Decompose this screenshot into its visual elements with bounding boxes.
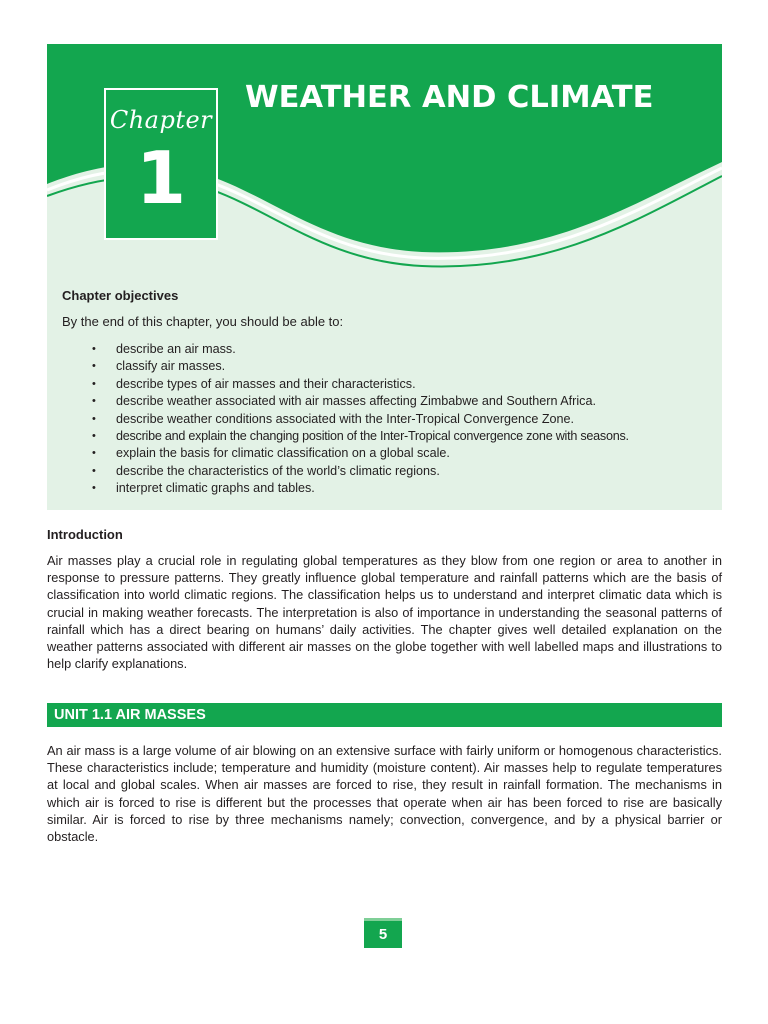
page-number: 5 <box>364 918 402 948</box>
objective-item: • explain the basis for climatic classification on a global scale. <box>92 445 712 462</box>
objective-item: • describe types of air masses and their characteristics. <box>92 376 712 393</box>
objective-item: • describe an air mass. <box>92 341 712 358</box>
objective-item: • describe weather associated with air masses affecting Zimbabwe and Southern Africa. <box>92 393 712 410</box>
introduction-section <box>47 527 722 672</box>
objective-item: • describe and explain the changing position of the Inter-Tropical convergence zone with seasons. <box>92 428 712 445</box>
objective-item: • classify air masses. <box>92 358 712 375</box>
chapter-label: Chapter <box>109 106 213 134</box>
unit-paragraph: An air mass is a large volume of air blowing on an extensive surface with fairly uniform or homogenous characteristics. These characteristics include; temperature and humidity (moisture content). Air masses help to regulate temperatures at local and global scales. When air masses are forced to rise, they result in rainfall formation. The mechanisms in which air is forced to rise is different but the processes that operate when air has been forced to rise are basically similar. Air is forced to rise by three mechanisms namely; convection, convergence, and by a physical barrier or obstacle. <box>47 743 722 845</box>
unit-section <box>47 742 722 845</box>
objectives-lead: By the end of this chapter, you should be able to: <box>62 314 344 329</box>
introduction-paragraph: Air masses play a crucial role in regulating global temperatures as they blow from one region or area to another in response to pressure patterns. They greatly influence global temperature and rainfall patterns which are the basis of classification into world climatic regions. The classification helps us to understand and interpret climatic data which is crucial in making weather forecasts. The interpretation is also of importance in understanding the seasonal patterns of rainfall which has a direct bearing on humans’ daily activities. The chapter gives well detailed explanation on the weather patterns associated with different air masses on the globe together with well labelled maps and illustrations to help clarify explanations. <box>47 553 722 672</box>
chapter-header <box>47 44 722 510</box>
chapter-number: 1 <box>135 136 187 220</box>
objective-item: • describe the characteristics of the world’s climatic regions. <box>92 463 712 480</box>
objective-item: • interpret climatic graphs and tables. <box>92 480 712 497</box>
chapter-badge <box>104 88 218 240</box>
objectives-list <box>62 341 712 498</box>
chapter-objectives <box>62 288 712 498</box>
unit-heading-bar: UNIT 1.1 AIR MASSES <box>47 703 722 727</box>
introduction-heading: Introduction <box>47 527 123 542</box>
objectives-heading: Chapter objectives <box>62 288 179 303</box>
chapter-title: WEATHER AND CLIMATE <box>245 80 654 115</box>
page-number-accent <box>364 918 402 921</box>
objective-item: • describe weather conditions associated with the Inter-Tropical Convergence Zone. <box>92 411 712 428</box>
